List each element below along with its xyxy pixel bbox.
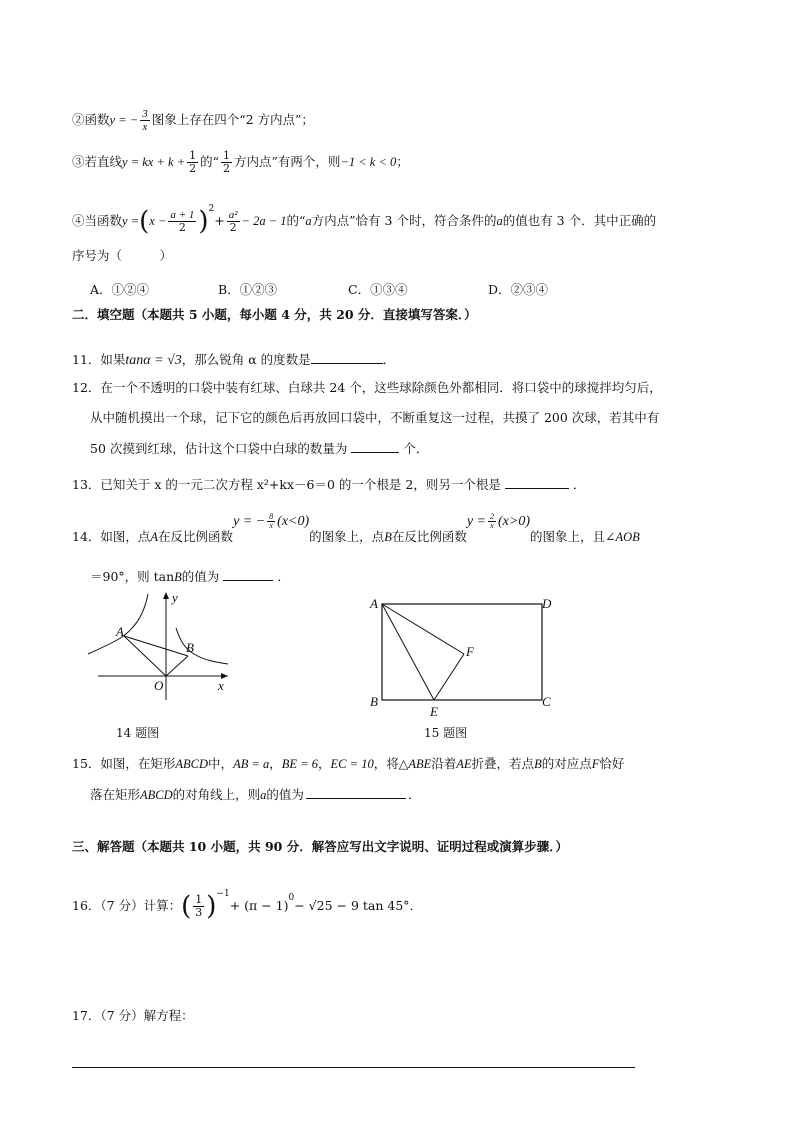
choice-a[interactable]: A．①②④ <box>90 282 150 297</box>
label-y: y <box>172 590 178 605</box>
plus-sign: + <box>214 213 225 228</box>
q15-var-a: a <box>260 788 267 802</box>
figure-14-caption: 14 题图 <box>116 726 160 740</box>
option-3-mid: 的“ <box>200 154 220 169</box>
q14-line-1 <box>72 511 640 547</box>
denominator: x <box>490 520 494 530</box>
q15-t11: 的对角线上，则 <box>172 787 261 802</box>
q15-t1: 15．如图，在矩形 <box>72 756 176 771</box>
q14-line-2 <box>90 568 290 586</box>
label-d: D <box>542 596 552 611</box>
q15-be: BE = 6 <box>281 757 319 771</box>
numerator: 8 <box>269 511 274 521</box>
denominator: 3 <box>195 906 203 919</box>
option-2-lhs: y = − <box>109 113 139 127</box>
option-4: ④当函数y =(x − $\frac{a + 1}{2}$ )$^2$+ $\frac{\text{a²}}{2}$ − 2a − 1的“a方内点”恰有 3 个时，符合条件的a的值也有 3 个．其中正确的 <box>72 204 657 237</box>
option-2-prefix: ②函数 <box>72 112 110 127</box>
q13-end: ． <box>572 477 586 492</box>
label-e: E <box>430 704 438 719</box>
option-3-end: ； <box>396 154 409 169</box>
q14-function-2 <box>467 513 530 529</box>
label-c: C <box>542 694 551 709</box>
q12-answer-blank[interactable] <box>351 440 399 453</box>
q14-t5: 的图象上，且∠ <box>530 529 616 544</box>
figure-15 <box>366 594 566 720</box>
q14-end: ． <box>277 569 290 584</box>
q12-line-1: 12．在一个不透明的口袋中装有红球、白球共 24 个，这些球除颜色外都相同．将口袋中的球搅拌均匀后， <box>72 380 662 395</box>
q13-answer-blank[interactable] <box>505 476 569 489</box>
q14-t2: 在反比例函数 <box>158 529 234 544</box>
label-a: A <box>370 596 378 611</box>
segment-ab <box>124 636 188 656</box>
option-4-fraction <box>168 209 196 234</box>
f1-lhs: y = − <box>233 514 266 529</box>
option-2-suffix: 图象上存在四个“2 方内点”； <box>151 112 314 127</box>
q15-t12: 的值为 <box>266 787 304 802</box>
q14-t1: 14．如图，点 <box>72 529 151 544</box>
f1-condition: (x<0) <box>277 514 310 529</box>
q14-t4: 在反比例函数 <box>391 529 467 544</box>
q15-line-2 <box>90 786 420 804</box>
q15-rect: ABCD <box>175 757 209 771</box>
q15-answer-blank[interactable] <box>306 786 406 799</box>
question-11 <box>72 351 395 370</box>
q11-text: ，那么锐角 α 的度数是 <box>181 352 311 367</box>
q16-exp-0: 0 <box>288 893 295 903</box>
denominator: 2 <box>223 162 231 175</box>
numerator: 1 <box>195 893 203 906</box>
q11-answer-blank[interactable] <box>311 351 383 364</box>
choice-c[interactable]: C．①③④ <box>348 282 408 297</box>
q15-end: ． <box>407 787 421 802</box>
question-13 <box>72 476 585 494</box>
numerator: a² <box>228 209 238 221</box>
q15-ec: EC = 10 <box>330 757 374 771</box>
option-4-var2: a <box>496 214 503 228</box>
option-4-tail: − 2a − 1 <box>241 214 287 228</box>
option-4-fraction-2 <box>227 209 240 234</box>
q15-ae: AE <box>456 757 472 771</box>
option-4-var: a <box>305 214 312 228</box>
q16-tail: − √25 − 9 tan 45°． <box>294 898 423 913</box>
option-4-prefix: ④当函数 <box>72 213 123 228</box>
option-2-fraction <box>140 108 150 133</box>
q13-text: 13．已知关于 x 的一元二次方程 x²+kx－6＝0 的一个根是 2，则另一个根是 <box>72 477 501 492</box>
q15-rect-2: ABCD <box>140 788 173 802</box>
q15-point-b: B <box>534 757 542 771</box>
square-exponent: 2 <box>208 204 215 214</box>
choice-d[interactable]: D．②③④ <box>488 282 549 297</box>
y-axis-arrow <box>163 592 169 599</box>
q16-exp-1: −1 <box>216 889 230 899</box>
segment-ob <box>166 656 188 676</box>
q15-t6: 沿着 <box>431 756 457 771</box>
q15-t8: 的对应点 <box>541 756 592 771</box>
figure-14 <box>80 588 240 708</box>
label-x: x <box>218 678 224 693</box>
q15-t5: ，将△ <box>373 756 409 771</box>
f2-lhs: y = <box>466 514 487 529</box>
label-f: F <box>466 644 474 659</box>
q15-t2: 中， <box>208 756 234 771</box>
option-3-suffix: 方内点”有两个，则 <box>234 154 341 169</box>
q12-line-2: 从中随机摸出一个球，记下它的颜色后再放回口袋中，不断重复这一过程，共摸了 200 次球，若其中有 <box>90 410 660 425</box>
q15-t4: ， <box>318 756 331 771</box>
answer-order-line: 序号为（ ） <box>72 248 173 263</box>
q12-line-3 <box>90 440 428 458</box>
q15-triangle: ABE <box>408 757 432 771</box>
q15-line-1 <box>72 755 624 773</box>
denominator: 2 <box>178 221 186 234</box>
numerator: 3 <box>142 108 148 120</box>
option-2 <box>72 108 314 133</box>
q11-expr: tanα = √3 <box>125 353 182 368</box>
section-3-heading: 三、解答题（本题共 10 小题，共 90 分．解答应写出文字说明、证明过程或演算步骤．） <box>72 839 568 854</box>
numerator: 1 <box>189 149 197 162</box>
numerator: 1 <box>223 149 231 162</box>
segment-oa <box>124 636 166 676</box>
footer-rule <box>72 1067 635 1068</box>
segment-af <box>382 604 464 654</box>
numerator: a + 1 <box>170 209 195 221</box>
f2-condition: (x>0) <box>498 514 531 529</box>
q15-t3: ， <box>269 756 282 771</box>
segment-ef <box>434 654 464 700</box>
denominator: x <box>269 520 273 530</box>
option-3-fraction-2 <box>221 150 232 175</box>
q16-label: 16．（7 分）计算： <box>72 898 182 913</box>
option-4-mid: 的“ <box>286 213 306 228</box>
q16-mid: + (π − 1) <box>229 898 289 913</box>
option-3 <box>72 150 409 175</box>
question-17: 17．（7 分）解方程： <box>72 1008 194 1023</box>
q14-t7: 的值为 <box>181 569 220 584</box>
option-3-expr: y = kx + k + <box>122 155 186 169</box>
question-16: 16．（7 分）计算：( $\frac{1}{3}$ )$^{-1}+ (\pi - 1)^0- √25 - 9$ tan 45°． <box>72 889 423 922</box>
label-o: O <box>154 678 164 693</box>
denominator: x <box>142 121 148 133</box>
f1-fraction <box>267 513 275 530</box>
q15-t9: 恰好 <box>599 756 625 771</box>
f2-fraction <box>488 513 496 530</box>
curve-right <box>176 628 228 664</box>
section-2-heading: 二．填空题（本题共 5 小题，每小题 4 分，共 20 分．直接填写答案．） <box>72 307 477 322</box>
option-3-fraction <box>187 150 198 175</box>
option-4-suffix: 的值也有 3 个．其中正确的 <box>502 213 657 228</box>
option-4-mid2: 方内点”恰有 3 个时，符合条件的 <box>311 213 497 228</box>
option-4-expr1: y = <box>122 214 140 228</box>
q14-point-b: B <box>384 530 392 544</box>
numerator: 2 <box>490 511 495 521</box>
option-3-prefix: ③若直线 <box>72 154 123 169</box>
q15-t7: 折叠，若点 <box>471 756 535 771</box>
label-b: B <box>186 640 194 655</box>
q14-point-a: A <box>150 530 159 544</box>
option-4-expr2: x − <box>149 214 167 228</box>
q14-t6: ＝90°，则 tan <box>90 569 175 584</box>
q14-angle: AOB <box>615 530 640 544</box>
q15-ab: AB = a <box>233 757 270 771</box>
q12-line-3-text: 50 次摸到红球，估计这个口袋中白球的数量为 <box>90 441 348 456</box>
q11-end: ． <box>382 352 396 367</box>
q15-point-f: F <box>591 757 600 771</box>
q14-b-var: B <box>174 570 182 584</box>
q11-number: 11．如果 <box>72 352 126 367</box>
denominator: 2 <box>229 221 237 234</box>
label-b: B <box>370 694 378 709</box>
q16-fraction <box>193 894 204 919</box>
q12-end: 个． <box>403 441 429 456</box>
denominator: 2 <box>189 162 197 175</box>
q14-function-1 <box>233 513 309 529</box>
q14-t3: 的图象上，点 <box>309 529 385 544</box>
figure-15-caption: 15 题图 <box>424 726 468 740</box>
q14-answer-blank[interactable] <box>223 568 273 581</box>
choice-b[interactable]: B．①②③ <box>218 282 278 297</box>
q15-t10: 落在矩形 <box>90 787 141 802</box>
label-a: A <box>116 624 124 639</box>
segment-ae <box>382 604 434 700</box>
option-3-condition: −1 < k < 0 <box>340 155 397 169</box>
